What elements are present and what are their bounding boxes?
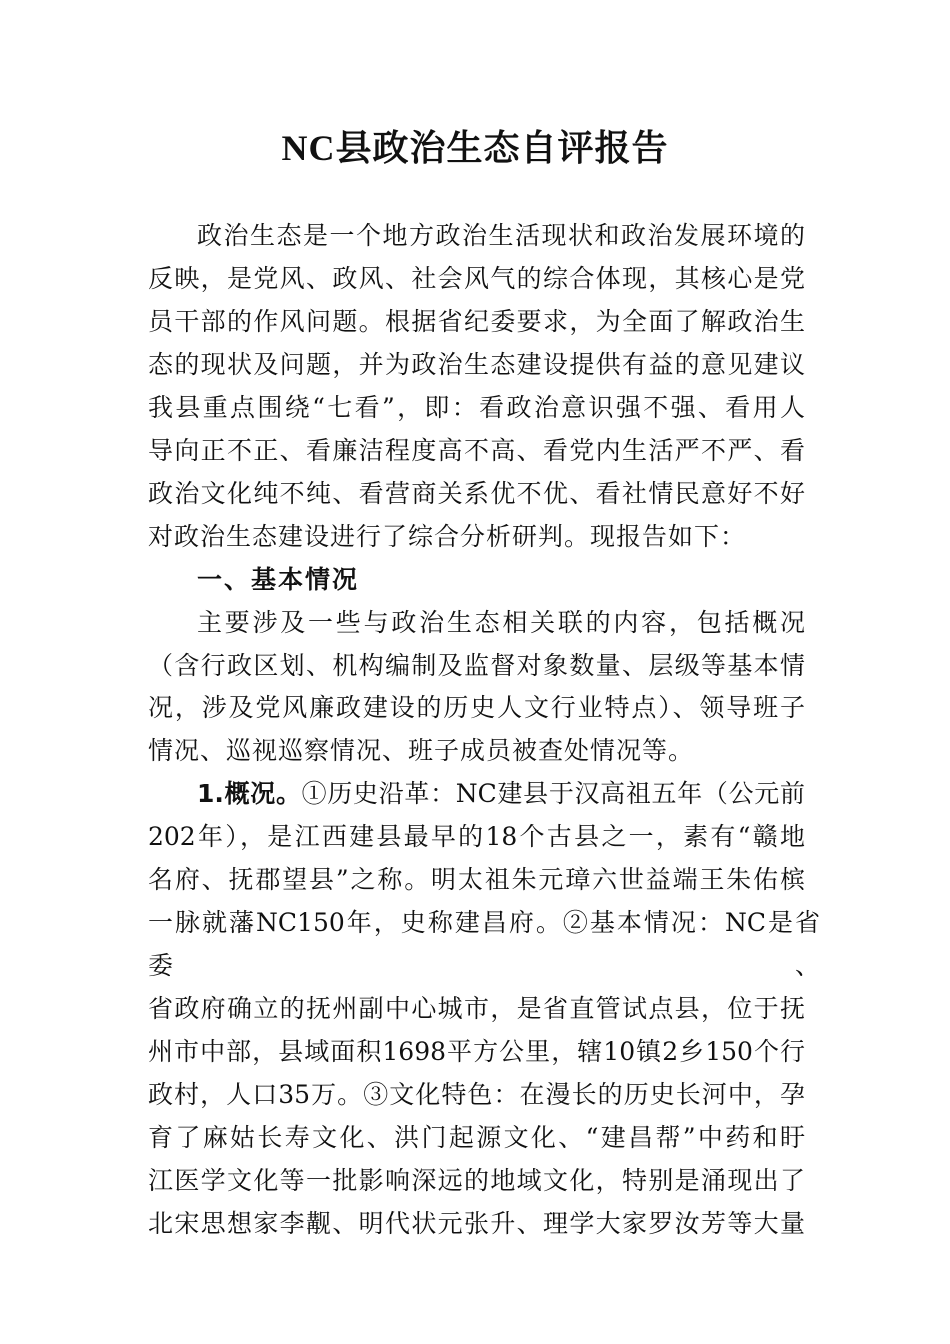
paragraph-line: 北宋思想家李觏、明代状元张升、理学大家罗汝芳等大量 xyxy=(148,1208,805,1238)
paragraph-line xyxy=(148,773,805,816)
paragraph-line: 我县重点围绕“七看”，即：看政治意识强不强、看用人 xyxy=(148,392,805,422)
document-title: NC县政治生态自评报告 xyxy=(281,128,669,168)
paragraph-line: 政治生态是一个地方政治生活现状和政治发展环境的 xyxy=(197,221,805,250)
paragraph-line: （含行政区划、机构编制及监督对象数量、层级等基本情 xyxy=(148,650,805,680)
paragraph-line: 员干部的作风问题。根据省纪委要求，为全面了解政治生 xyxy=(148,306,805,336)
paragraph-line: 主要涉及一些与政治生态相关联的内容，包括概况 xyxy=(197,607,805,637)
paragraph-line: 情况、巡视巡察情况、班子成员被查处情况等。 xyxy=(148,736,695,766)
paragraph-line: 江医学文化等一批影响深远的地域文化，特别是涌现出了 xyxy=(148,1165,805,1195)
paragraph-line: 州市中部，县域面积1698平方公里，辖10镇2乡150个行 xyxy=(148,1037,805,1067)
paragraph-line: 对政治生态建设进行了综合分析研判。现报告如下： xyxy=(148,521,747,551)
bold-lead: 1.概况。 xyxy=(197,779,302,809)
paragraph-line: 育了麻姑长寿文化、洪门起源文化、“建昌帮”中药和盱 xyxy=(148,1123,805,1153)
paragraph-line: 导向正不正、看廉洁程度高不高、看党内生活严不严、看 xyxy=(148,435,805,465)
paragraph-line: 一脉就藩NC150年，史称建昌府。②基本情况：NC是省委、 xyxy=(148,908,820,981)
section-heading: 一、基本情况 xyxy=(197,564,360,594)
paragraph-line: 202年），是江西建县最早的18个古县之一，素有“赣地 xyxy=(148,822,805,852)
line-text: ①历史沿革：NC建县于汉高祖五年（公元前 xyxy=(301,779,805,809)
paragraph-line: 政村，人口35万。③文化特色：在漫长的历史长河中，孕 xyxy=(148,1080,805,1110)
paragraph-line: 况，涉及党风廉政建设的历史人文行业特点）、领导班子 xyxy=(148,693,805,723)
paragraph-line: 名府、抚郡望县”之称。明太祖朱元璋六世益端王朱佑槟 xyxy=(148,865,805,895)
paragraph-line: 反映，是党风、政风、社会风气的综合体现，其核心是党 xyxy=(148,263,805,293)
document-body xyxy=(148,215,820,1246)
paragraph-line: 态的现状及问题，并为政治生态建设提供有益的意见建议 xyxy=(148,349,805,379)
paragraph-line: 政治文化纯不纯、看营商关系优不优、看社情民意好不好 xyxy=(148,478,805,508)
paragraph-line: 省政府确立的抚州副中心城市，是省直管试点县，位于抚 xyxy=(148,994,805,1024)
